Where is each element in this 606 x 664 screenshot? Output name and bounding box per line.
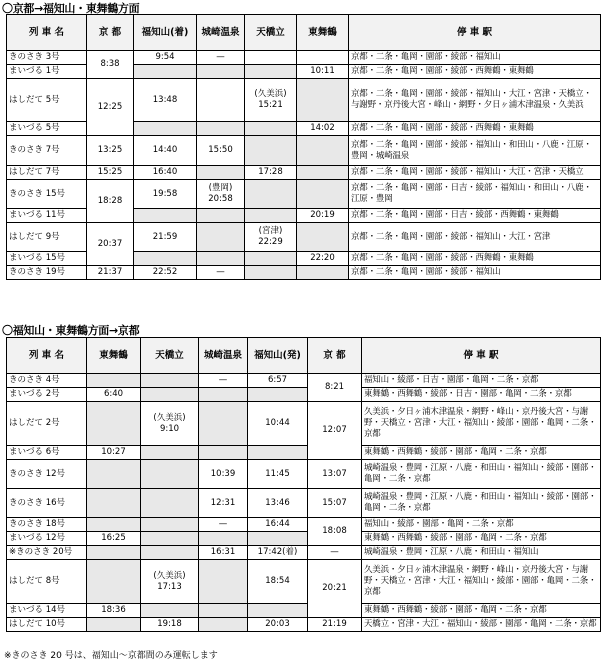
higashimaizuru-time (297, 166, 349, 180)
amanohashidate-time (141, 446, 199, 460)
kyoto-time: 15:25 (87, 166, 134, 180)
kyoto-time: 13:25 (87, 136, 134, 166)
header-higashimaizuru: 東舞鶴 (297, 15, 349, 51)
higashimaizuru-time (87, 560, 141, 604)
kinosaki-time (197, 122, 245, 136)
kinosaki-time (199, 532, 248, 546)
stop-stations: 福知山・綾部・園部・亀岡・二条・京都 (362, 518, 601, 532)
kinosaki-time (199, 560, 248, 604)
fukuchiyama-time: 16:40 (134, 166, 197, 180)
stop-stations: 京都・二条・亀岡・園部・綾部・福知山・和田山・八鹿・江原・豊岡・城崎温泉 (349, 136, 601, 166)
fukuchiyama-time (248, 388, 308, 402)
fukuchiyama-time (134, 252, 197, 266)
kinosaki-time (199, 618, 248, 632)
amanohashidate-time (141, 402, 199, 446)
fukuchiyama-time (134, 122, 197, 136)
stop-stations: 京都・二条・亀岡・園部・綾部・西舞鶴・東舞鶴 (349, 65, 601, 79)
kyoto-time: 15:07 (308, 489, 362, 518)
stop-stations: 京都・二条・亀岡・園部・綾部・福知山・大江・宮津 (349, 223, 601, 252)
kinosaki-time: 16:31 (199, 546, 248, 560)
higashimaizuru-time: 22:20 (297, 252, 349, 266)
stop-stations: 久美浜・夕日ヶ浦木津温泉・網野・峰山・京丹後大宮・与謝野・天橋立・宮津・大江・福知山・綾部・園部・亀岡・二条・京都 (362, 402, 601, 446)
train-name: まいづる 1号 (7, 65, 87, 79)
amanohashidate-origin-time: 9:10 (159, 423, 180, 434)
kinosaki-time (199, 388, 248, 402)
fukuchiyama-time: 21:59 (134, 223, 197, 252)
header-kyoto: 京 都 (308, 338, 362, 374)
amanohashidate-time (141, 489, 199, 518)
header-train-name: 列 車 名 (7, 15, 87, 51)
higashimaizuru-time (297, 180, 349, 209)
amanohashidate-time (141, 532, 199, 546)
kinosaki-dest-time: 20:58 (208, 194, 233, 204)
train-name: はしだて 5号 (7, 79, 87, 122)
train-name: まいづる 15号 (7, 252, 87, 266)
header-fukuchiyama: 福知山(発) (248, 338, 308, 374)
header-kinosaki: 城崎温泉 (197, 15, 245, 51)
kinosaki-time: — (199, 518, 248, 532)
amanohashidate-time (245, 65, 297, 79)
train-name: まいづる 2号 (7, 388, 87, 402)
amanohashidate-time (141, 460, 199, 489)
kinosaki-time (199, 604, 248, 618)
amanohashidate-origin: (久美浜) (153, 412, 186, 423)
amanohashidate-origin: (久美浜) (153, 570, 186, 581)
kinosaki-time: 15:50 (197, 136, 245, 166)
train-name: きのさき 19号 (7, 266, 87, 280)
header-amanohashidate: 天橋立 (245, 15, 297, 51)
kyoto-time: 18:28 (87, 180, 134, 223)
train-name: きのさき 3号 (7, 51, 87, 65)
higashimaizuru-time (297, 51, 349, 65)
amanohashidate-dest: (久美浜) (254, 89, 287, 99)
kinosaki-time (199, 446, 248, 460)
train-name: きのさき 12号 (7, 460, 87, 489)
kyoto-time: 20:37 (87, 223, 134, 266)
higashimaizuru-time (87, 546, 141, 560)
kyoto-time: 18:08 (308, 518, 362, 546)
fukuchiyama-time (248, 604, 308, 618)
amanohashidate-time: 19:18 (141, 618, 199, 632)
amanohashidate-time (245, 223, 297, 252)
higashimaizuru-time: 14:02 (297, 122, 349, 136)
kyoto-time: 8:21 (308, 374, 362, 402)
stop-stations: 城崎温泉・豊岡・江原・八鹿・和田山・福知山・綾部・園部・亀岡・二条・京都 (362, 489, 601, 518)
amanohashidate-time (141, 388, 199, 402)
amanohashidate-time (245, 252, 297, 266)
stop-stations: 久美浜・夕日ヶ浦木津温泉・網野・峰山・京丹後大宮・与謝野・天橋立・宮津・大江・福知山・綾部・園部・亀岡・二条・京都 (362, 560, 601, 604)
train-name: きのさき 18号 (7, 518, 87, 532)
fukuchiyama-time: 18:54 (248, 560, 308, 604)
header-higashimaizuru: 東舞鶴 (87, 338, 141, 374)
fukuchiyama-time: 20:03 (248, 618, 308, 632)
train-name: はしだて 2号 (7, 402, 87, 446)
amanohashidate-dest: (宮津) (258, 226, 283, 236)
amanohashidate-dest-time: 15:21 (258, 100, 283, 110)
fukuchiyama-time: 22:52 (134, 266, 197, 280)
higashimaizuru-time (87, 460, 141, 489)
kyoto-time: 12:25 (87, 79, 134, 136)
stop-stations: 東舞鶴・西舞鶴・綾部・日吉・園部・亀岡・二条・京都 (362, 388, 601, 402)
timetable-fukuchiyama-to-kyoto (6, 337, 601, 632)
footnote: ※きのさき 20 号は、福知山～京都間のみ運転します (4, 651, 218, 661)
kyoto-time: — (308, 546, 362, 560)
fukuchiyama-time: 16:44 (248, 518, 308, 532)
amanohashidate-time (245, 266, 297, 280)
higashimaizuru-time: 10:27 (87, 446, 141, 460)
stop-stations: 東舞鶴・西舞鶴・綾部・園部・亀岡・二条・京都 (362, 446, 601, 460)
train-name: きのさき 15号 (7, 180, 87, 209)
train-name: きのさき 4号 (7, 374, 87, 388)
fukuchiyama-time (134, 65, 197, 79)
amanohashidate-time (245, 79, 297, 122)
kinosaki-time (197, 166, 245, 180)
higashimaizuru-time (297, 223, 349, 252)
amanohashidate-time (245, 180, 297, 209)
train-name: まいづる 14号 (7, 604, 87, 618)
stop-stations: 京都・二条・亀岡・園部・綾部・西舞鶴・東舞鶴 (349, 122, 601, 136)
higashimaizuru-time: 10:11 (297, 65, 349, 79)
header-amanohashidate: 天橋立 (141, 338, 199, 374)
header-stations: 停 車 駅 (349, 15, 601, 51)
train-name: きのさき 16号 (7, 489, 87, 518)
amanohashidate-origin-time: 17:13 (157, 581, 182, 592)
train-name: はしだて 9号 (7, 223, 87, 252)
amanohashidate-time (245, 122, 297, 136)
fukuchiyama-time (248, 446, 308, 460)
stop-stations: 東舞鶴・西舞鶴・綾部・園部・亀岡・二条・京都 (362, 604, 601, 618)
higashimaizuru-time: 6:40 (87, 388, 141, 402)
stop-stations: 東舞鶴・西舞鶴・綾部・園部・亀岡・二条・京都 (362, 532, 601, 546)
stop-stations: 京都・二条・亀岡・園部・日吉・綾部・福知山・和田山・八鹿・江原・豊岡 (349, 180, 601, 209)
train-name: まいづる 12号 (7, 532, 87, 546)
header-fukuchiyama: 福知山(着) (134, 15, 197, 51)
stop-stations: 京都・二条・亀岡・園部・綾部・福知山 (349, 51, 601, 65)
fukuchiyama-time: 13:48 (134, 79, 197, 122)
fukuchiyama-time: 17:42(着) (248, 546, 308, 560)
kyoto-time: 21:19 (308, 618, 362, 632)
stop-stations: 京都・二条・亀岡・園部・日吉・綾部・西舞鶴・東舞鶴 (349, 209, 601, 223)
kyoto-time: 12:07 (308, 402, 362, 460)
higashimaizuru-time: 16:25 (87, 532, 141, 546)
amanohashidate-time (245, 136, 297, 166)
higashimaizuru-time (297, 79, 349, 122)
section2-title: 〇福知山・東舞鶴方面→京都 (2, 324, 140, 337)
fukuchiyama-time: 10:44 (248, 402, 308, 446)
fukuchiyama-time: 6:57 (248, 374, 308, 388)
fukuchiyama-time: 11:45 (248, 460, 308, 489)
higashimaizuru-time (87, 489, 141, 518)
fukuchiyama-time: 19:58 (134, 180, 197, 209)
kyoto-time: 8:38 (87, 51, 134, 79)
train-name: きのさき 7号 (7, 136, 87, 166)
kinosaki-time: — (197, 51, 245, 65)
header-kyoto: 京 都 (87, 15, 134, 51)
stop-stations: 京都・二条・亀岡・園部・綾部・西舞鶴・東舞鶴 (349, 252, 601, 266)
stop-stations: 城崎温泉・豊岡・江原・八鹿・和田山・福知山 (362, 546, 601, 560)
higashimaizuru-time: 18:36 (87, 604, 141, 618)
kinosaki-time (199, 402, 248, 446)
kinosaki-time: — (197, 266, 245, 280)
fukuchiyama-time: 13:46 (248, 489, 308, 518)
higashimaizuru-time (297, 136, 349, 166)
fukuchiyama-time: 14:40 (134, 136, 197, 166)
amanohashidate-time (141, 518, 199, 532)
higashimaizuru-time (87, 518, 141, 532)
amanohashidate-dest-time: 22:29 (258, 237, 283, 247)
kinosaki-time (197, 209, 245, 223)
amanohashidate-time (141, 560, 199, 604)
stop-stations: 城崎温泉・豊岡・江原・八鹿・和田山・福知山・綾部・園部・亀岡・二条・京都 (362, 460, 601, 489)
amanohashidate-time (141, 546, 199, 560)
higashimaizuru-time: 20:19 (297, 209, 349, 223)
train-name: まいづる 6号 (7, 446, 87, 460)
header-kinosaki: 城崎温泉 (199, 338, 248, 374)
kinosaki-time: 10:39 (199, 460, 248, 489)
amanohashidate-time: 17:28 (245, 166, 297, 180)
train-name: はしだて 7号 (7, 166, 87, 180)
header-stations: 停 車 駅 (362, 338, 601, 374)
amanohashidate-time (141, 604, 199, 618)
kyoto-time: 21:37 (87, 266, 134, 280)
stop-stations: 京都・二条・亀岡・園部・綾部・福知山・大江・宮津・天橋立・与謝野・京丹後大宮・峰山・網野・夕日ヶ浦木津温泉・久美浜 (349, 79, 601, 122)
kinosaki-time (197, 79, 245, 122)
stop-stations: 天橋立・宮津・大江・福知山・綾部・園部・亀岡・二条・京都 (362, 618, 601, 632)
train-name: まいづる 5号 (7, 122, 87, 136)
train-name: ※きのさき 20号 (7, 546, 87, 560)
header-train-name: 列 車 名 (7, 338, 87, 374)
stop-stations: 福知山・綾部・日吉・園部・亀岡・二条・京都 (362, 374, 601, 388)
kyoto-time: 20:21 (308, 560, 362, 618)
higashimaizuru-time (297, 266, 349, 280)
timetable-kyoto-to-fukuchiyama (6, 14, 601, 280)
higashimaizuru-time (87, 618, 141, 632)
amanohashidate-time (245, 209, 297, 223)
fukuchiyama-time (134, 209, 197, 223)
section1-title: 〇京都→福知山・東舞鶴方面 (2, 2, 140, 15)
kinosaki-time (197, 252, 245, 266)
kinosaki-time (197, 180, 245, 209)
train-name: まいづる 11号 (7, 209, 87, 223)
train-name: はしだて 8号 (7, 560, 87, 604)
kinosaki-time (197, 65, 245, 79)
kinosaki-time: 12:31 (199, 489, 248, 518)
train-name: はしだて 10号 (7, 618, 87, 632)
amanohashidate-time (245, 51, 297, 65)
stop-stations: 京都・二条・亀岡・園部・綾部・福知山・大江・宮津・天橋立 (349, 166, 601, 180)
fukuchiyama-time (248, 532, 308, 546)
higashimaizuru-time (87, 374, 141, 388)
higashimaizuru-time (87, 402, 141, 446)
fukuchiyama-time: 9:54 (134, 51, 197, 65)
stop-stations: 京都・二条・亀岡・園部・綾部・福知山 (349, 266, 601, 280)
kinosaki-time (197, 223, 245, 252)
kinosaki-dest: (豊岡) (208, 183, 233, 193)
amanohashidate-time (141, 374, 199, 388)
kyoto-time: 13:07 (308, 460, 362, 489)
kinosaki-time: — (199, 374, 248, 388)
